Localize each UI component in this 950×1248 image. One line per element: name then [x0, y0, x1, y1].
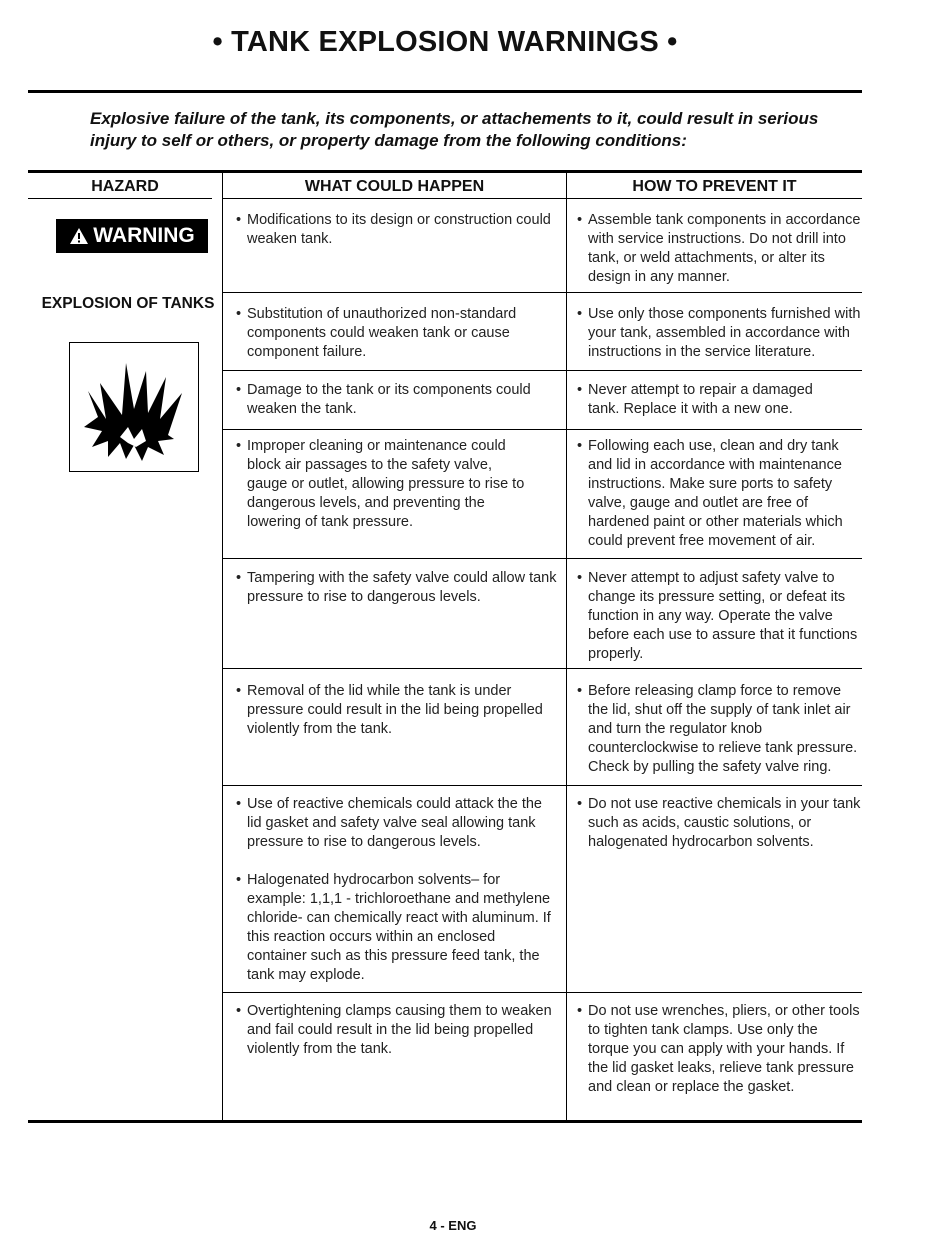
list-item: • Removal of the lid while the tank is under pressure could result in the lid being propelled violently from the tank. — [236, 682, 558, 739]
intro-text: Explosive failure of the tank, its components, or attachements to it, could result in serious injury to self or others, or property damage from the following conditions: — [90, 109, 819, 150]
warning-triangle-icon — [69, 227, 89, 245]
table-row-prevent — [577, 211, 862, 287]
row-divider — [223, 992, 862, 993]
table-row-prevent — [577, 682, 862, 777]
header-how-to-prevent: HOW TO PREVENT IT — [632, 178, 797, 195]
list-item: • Never attempt to repair a damaged tank. Replace it with a new one. — [577, 381, 839, 419]
header-rule-hazard — [28, 198, 212, 199]
header-what-could-happen: WHAT COULD HAPPEN — [304, 178, 485, 195]
table-row-prevent — [577, 305, 862, 362]
table-row-prevent — [577, 569, 862, 664]
list-item: • Use of reactive chemicals could attack the the lid gasket and safety valve seal allowing tank pressure to rise to dangerous levels. — [236, 795, 558, 852]
table-row-what — [236, 211, 558, 249]
list-item: • Substitution of unauthorized non-standard components could weaken tank or cause component failure. — [236, 305, 558, 362]
table-row-what — [236, 381, 558, 419]
row-divider — [223, 558, 862, 559]
list-item: • Tampering with the safety valve could allow tank pressure to rise to dangerous levels. — [236, 569, 558, 607]
table-row-what — [236, 305, 558, 362]
column-divider-1 — [222, 172, 223, 1120]
list-item: • Improper cleaning or maintenance could block air passages to the safety valve, gauge or outlet, allowing pressure to rise to dangerous levels, and preventing the lowering of tank pressure. — [236, 437, 536, 532]
list-item: • Before releasing clamp force to remove the lid, shut off the supply of tank inlet air and turn the regulator knob counterclockwise to relieve tank pressure. Check by pulling the safety valve ring. — [577, 682, 862, 777]
page-number: 4 - ENG — [429, 1218, 477, 1233]
table-row-what — [236, 682, 558, 739]
row-divider — [223, 668, 862, 669]
table-row-what — [236, 437, 536, 532]
list-item: • Halogenated hydrocarbon solvents– for example: 1,1,1 - trichloroethane and methylene chloride- can chemically react with aluminum. If this reaction occurs within an enclosed container such as this pressure feed tank, the tank may explode. — [236, 871, 558, 985]
row-divider — [223, 370, 862, 371]
list-item: • Modifications to its design or construction could weaken tank. — [236, 211, 558, 249]
table-row-prevent — [577, 1002, 862, 1097]
list-item: • Never attempt to adjust safety valve to change its pressure setting, or defeat its function in any way. Operate the valve before each use to assure that it functions properly. — [577, 569, 862, 664]
table-row-what — [236, 1002, 558, 1059]
row-divider — [223, 785, 862, 786]
table-row-prevent — [577, 381, 839, 419]
column-divider-2 — [566, 172, 567, 1120]
list-item: • Assemble tank components in accordance with service instructions. Do not drill into tank, or weld attachments, or alter its design in any manner. — [577, 211, 862, 287]
header-rule-main — [223, 198, 862, 199]
list-item: • Use only those components furnished with your tank, assembled in accordance with instructions in the service literature. — [577, 305, 862, 362]
table-bottom-rule — [28, 1120, 862, 1123]
table-row-prevent — [577, 437, 862, 551]
list-item: • Do not use wrenches, pliers, or other tools to tighten tank clamps. Use only the torque you can apply with your hands. If the lid gasket leaks, relieve tank pressure and clean or replace the gasket. — [577, 1002, 862, 1097]
warning-badge — [56, 219, 208, 253]
title-rule — [28, 90, 862, 93]
page-title: • TANK EXPLOSION WARNINGS • — [212, 26, 678, 58]
row-divider — [223, 292, 862, 293]
list-item: • Do not use reactive chemicals in your tank such as acids, caustic solutions, or halogenated hydrocarbon solvents. — [577, 795, 862, 852]
list-item: • Damage to the tank or its components could weaken the tank. — [236, 381, 558, 419]
table-row-what — [236, 569, 558, 607]
explosion-icon — [69, 342, 199, 472]
list-item: • Following each use, clean and dry tank and lid in accordance with maintenance instructions. Make sure ports to safety valve, gauge and outlet are free of hardened paint or other materials which could prevent free movement of air. — [577, 437, 862, 551]
table-top-rule — [28, 170, 862, 173]
hazard-name: EXPLOSION OF TANKS — [41, 295, 215, 312]
table-row-prevent — [577, 795, 862, 852]
warning-label: WARNING — [93, 224, 195, 247]
list-item: • Overtightening clamps causing them to weaken and fail could result in the lid being propelled violently from the tank. — [236, 1002, 558, 1059]
header-hazard: HAZARD — [91, 178, 159, 195]
row-divider — [223, 429, 862, 430]
table-row-what — [236, 795, 558, 985]
